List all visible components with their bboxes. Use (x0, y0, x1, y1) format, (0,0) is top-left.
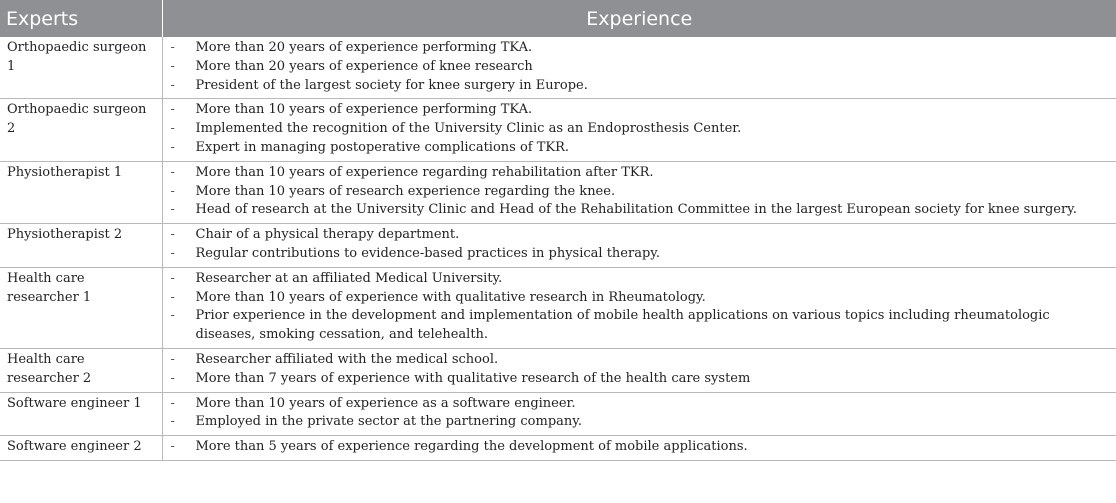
experience-text: Researcher affiliated with the medical school. (195, 351, 499, 367)
experience-text: Expert in managing postoperative complications of TKR. (195, 139, 570, 155)
experience-text: More than 10 years of experience with qualitative research in Rheumatology. (195, 289, 706, 305)
experience-list (171, 39, 1109, 95)
experience-cell (162, 161, 1116, 223)
experience-text: More than 10 years of experience performing TKA. (195, 102, 533, 118)
experience-text: Prior experience in the development and implementation of mobile health applications on various topics including rheumatologic diseases, smoking cessation, and telehealth. (195, 308, 1050, 343)
experience-item (171, 438, 1109, 457)
experience-text: Researcher at an affiliated Medical University. (195, 270, 503, 286)
experience-item (171, 351, 1109, 370)
experience-text: Implemented the recognition of the University Clinic as an Endoprosthesis Center. (195, 121, 742, 137)
experience-text: More than 10 years of experience as a software engineer. (195, 395, 576, 411)
bullet-dash: - (170, 227, 175, 243)
expert-name: Software engineer 2 (0, 436, 162, 461)
bullet-dash: - (170, 351, 175, 367)
bullet-dash: - (170, 139, 175, 155)
experience-item (171, 58, 1109, 77)
experience-cell (162, 392, 1116, 436)
table-row (0, 37, 1116, 99)
experience-item (171, 413, 1109, 432)
experience-item (171, 289, 1109, 308)
expert-name: Health care researcher 2 (0, 348, 162, 392)
experience-list (171, 270, 1109, 345)
table-row (0, 267, 1116, 348)
experience-list (171, 101, 1109, 157)
bullet-dash: - (170, 77, 175, 93)
experience-item (171, 370, 1109, 389)
bullet-dash: - (170, 308, 175, 324)
experience-cell (162, 348, 1116, 392)
bullet-dash: - (170, 289, 175, 305)
expert-name: Orthopaedic surgeon 2 (0, 99, 162, 161)
bullet-dash: - (170, 370, 175, 386)
experience-cell (162, 436, 1116, 461)
bullet-dash: - (170, 183, 175, 199)
bullet-dash: - (170, 439, 175, 455)
experience-item (171, 139, 1109, 158)
experience-item (171, 77, 1109, 96)
experience-text: Head of research at the University Clinic and Head of the Rehabilitation Committee in the largest European society for knee surgery. (195, 202, 1077, 218)
bullet-dash: - (170, 202, 175, 218)
expert-name: Physiotherapist 1 (0, 161, 162, 223)
header-experience: Experience (162, 0, 1116, 37)
experience-item (171, 120, 1109, 139)
bullet-dash: - (170, 121, 175, 137)
table-row (0, 161, 1116, 223)
table-row (0, 436, 1116, 461)
experience-text: More than 20 years of experience performing TKA. (195, 40, 533, 55)
expert-name: Software engineer 1 (0, 392, 162, 436)
experience-text: Chair of a physical therapy department. (195, 227, 460, 243)
experience-item (171, 307, 1109, 345)
bullet-dash: - (170, 395, 175, 411)
bullet-dash: - (170, 245, 175, 261)
experience-text: Employed in the private sector at the partnering company. (195, 414, 583, 430)
experience-list (171, 438, 1109, 457)
experience-item (171, 101, 1109, 120)
experience-item (171, 245, 1109, 264)
bullet-dash: - (170, 58, 175, 74)
experience-list (171, 351, 1109, 389)
experience-item (171, 39, 1109, 58)
experience-cell (162, 37, 1116, 99)
experience-cell (162, 99, 1116, 161)
experience-cell (162, 224, 1116, 268)
table-row (0, 392, 1116, 436)
bullet-dash: - (170, 164, 175, 180)
experience-text: More than 5 years of experience regarding the development of mobile applications. (195, 439, 748, 455)
experience-text: More than 10 years of research experience regarding the knee. (195, 183, 616, 199)
experience-cell (162, 267, 1116, 348)
bullet-dash: - (170, 102, 175, 118)
experience-item (171, 164, 1109, 183)
experience-item (171, 270, 1109, 289)
bullet-dash: - (170, 414, 175, 430)
experience-text: Regular contributions to evidence-based practices in physical therapy. (195, 245, 661, 261)
experience-text: More than 20 years of experience of knee research (195, 58, 533, 74)
table-row (0, 348, 1116, 392)
experience-list (171, 226, 1109, 264)
expert-name: Orthopaedic surgeon 1 (0, 37, 162, 99)
experience-item (171, 226, 1109, 245)
table-body (0, 37, 1116, 460)
experience-item (171, 183, 1109, 202)
header-experts: Experts (0, 0, 162, 37)
experience-item (171, 395, 1109, 414)
bullet-dash: - (170, 270, 175, 286)
experience-list (171, 395, 1109, 433)
experience-text: President of the largest society for knee surgery in Europe. (195, 77, 588, 93)
table-row (0, 224, 1116, 268)
bullet-dash: - (170, 40, 175, 55)
experience-text: More than 10 years of experience regarding rehabilitation after TKR. (195, 164, 654, 180)
experience-list (171, 164, 1109, 220)
experience-item (171, 201, 1109, 220)
table-row (0, 99, 1116, 161)
experience-text: More than 7 years of experience with qualitative research of the health care system (195, 370, 751, 386)
expert-name: Health care researcher 1 (0, 267, 162, 348)
expert-name: Physiotherapist 2 (0, 224, 162, 268)
table-header (0, 0, 1116, 37)
